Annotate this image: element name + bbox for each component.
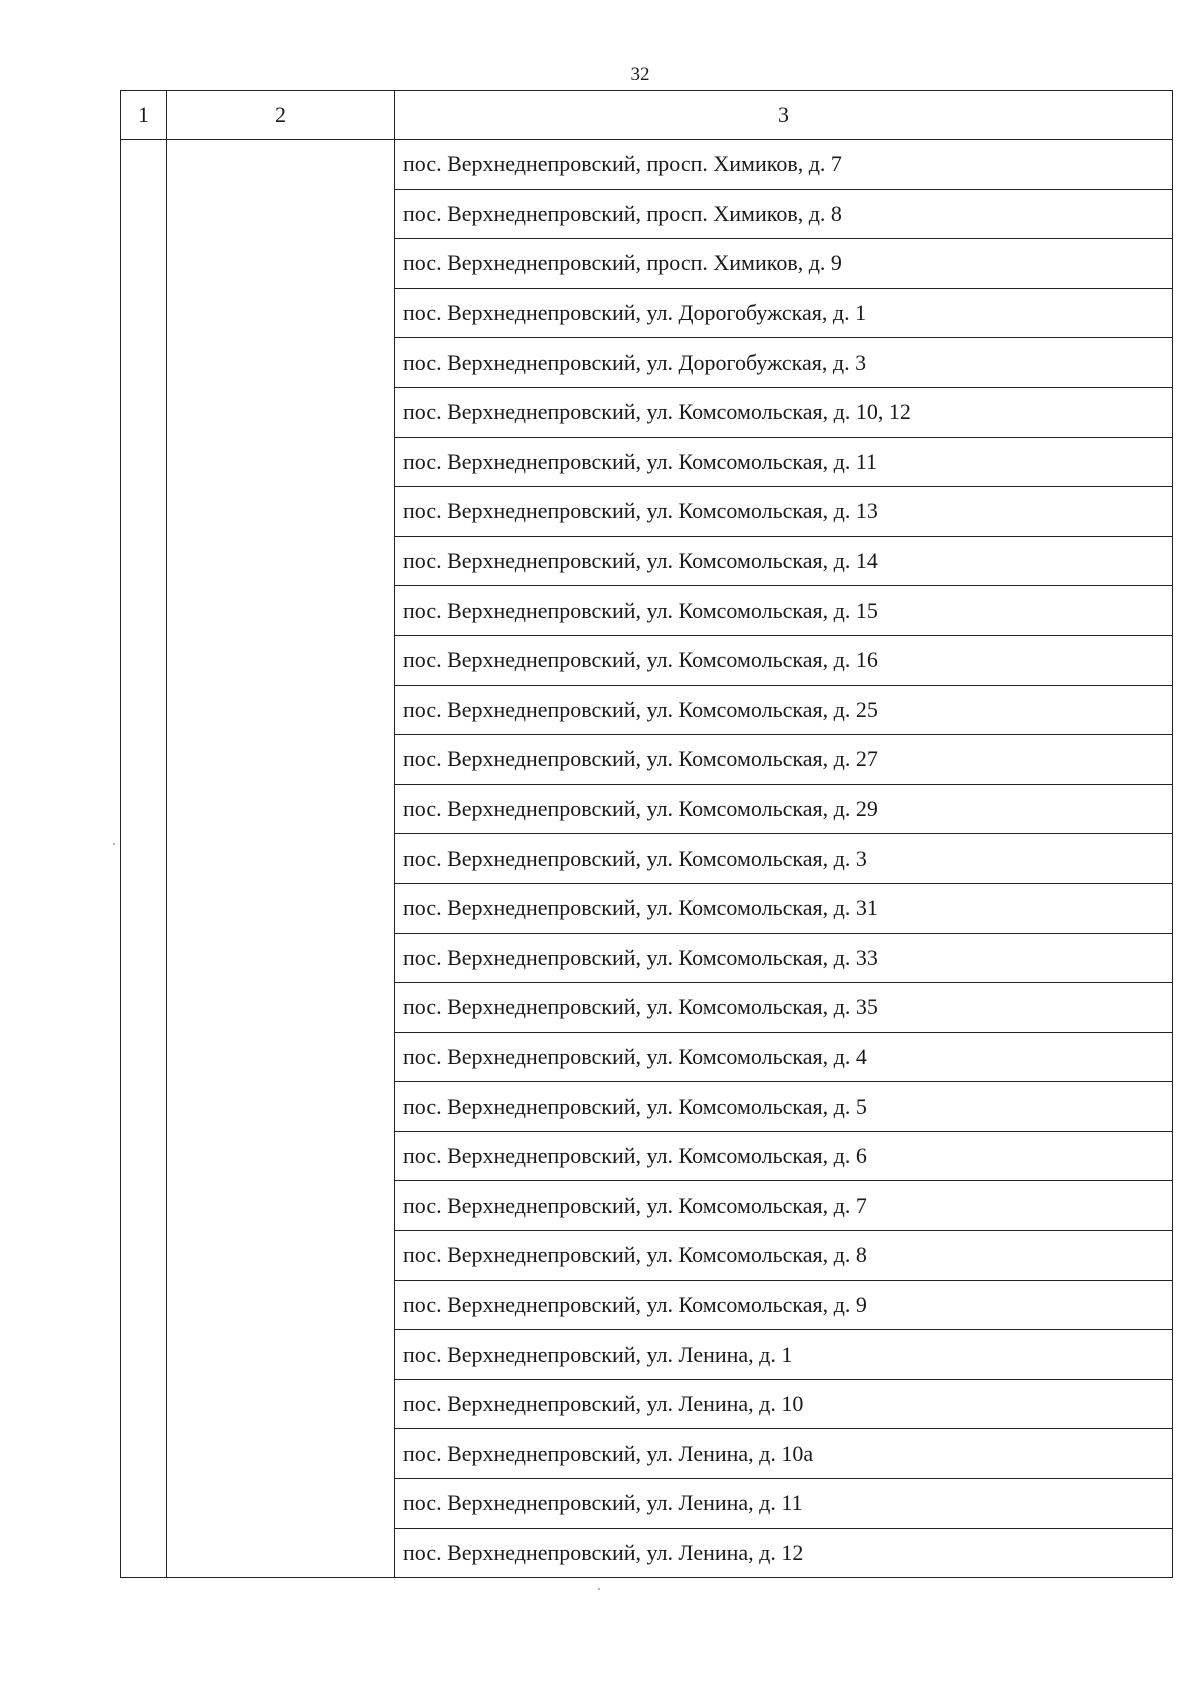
address-cell: пос. Верхнеднепровский, ул. Дорогобужская, д. 3 [395,338,1173,388]
address-cell: пос. Верхнеднепровский, ул. Ленина, д. 10а [395,1429,1173,1479]
page-number: 32 [630,64,650,85]
address-cell: пос. Верхнеднепровский, ул. Комсомольская, д. 25 [395,685,1173,735]
address-cell: пос. Верхнеднепровский, ул. Комсомольская, д. 31 [395,883,1173,933]
table-header-row [121,91,1173,140]
address-cell: пос. Верхнеднепровский, ул. Комсомольская, д. 14 [395,536,1173,586]
address-cell: пос. Верхнеднепровский, ул. Комсомольская, д. 27 [395,735,1173,785]
address-table [120,90,1173,1578]
address-cell: пос. Верхнеднепровский, ул. Комсомольская, д. 10, 12 [395,387,1173,437]
address-cell: пос. Верхнеднепровский, ул. Ленина, д. 12 [395,1528,1173,1578]
address-cell: пос. Верхнеднепровский, просп. Химиков, д. 7 [395,140,1173,190]
address-cell: пос. Верхнеднепровский, ул. Комсомольская, д. 13 [395,487,1173,537]
address-cell: пос. Верхнеднепровский, ул. Комсомольская, д. 35 [395,983,1173,1033]
address-cell: пос. Верхнеднепровский, ул. Комсомольская, д. 9 [395,1280,1173,1330]
col2-merged-cell [167,140,395,1578]
address-cell: пос. Верхнеднепровский, просп. Химиков, д. 8 [395,189,1173,239]
address-cell: пос. Верхнеднепровский, ул. Комсомольская, д. 5 [395,1082,1173,1132]
scan-speck [598,1588,600,1590]
address-cell: пос. Верхнеднепровский, ул. Комсомольская, д. 11 [395,437,1173,487]
table-row [121,140,1173,190]
header-cell-1: 1 [121,91,167,140]
address-cell: пос. Верхнеднепровский, ул. Ленина, д. 11 [395,1479,1173,1529]
header-cell-2: 2 [167,91,395,140]
address-cell: пос. Верхнеднепровский, ул. Комсомольская, д. 8 [395,1231,1173,1281]
address-cell: пос. Верхнеднепровский, ул. Комсомольская, д. 4 [395,1032,1173,1082]
address-cell: пос. Верхнеднепровский, ул. Комсомольская, д. 7 [395,1181,1173,1231]
scan-speck [113,843,115,845]
address-cell: пос. Верхнеднепровский, ул. Ленина, д. 10 [395,1379,1173,1429]
col1-merged-cell [121,140,167,1578]
address-cell: пос. Верхнеднепровский, ул. Комсомольская, д. 16 [395,635,1173,685]
address-cell: пос. Верхнеднепровский, ул. Ленина, д. 1 [395,1330,1173,1380]
address-cell: пос. Верхнеднепровский, ул. Дорогобужская, д. 1 [395,288,1173,338]
header-cell-3: 3 [395,91,1173,140]
address-cell: пос. Верхнеднепровский, просп. Химиков, д. 9 [395,239,1173,289]
address-cell: пос. Верхнеднепровский, ул. Комсомольская, д. 33 [395,933,1173,983]
address-cell: пос. Верхнеднепровский, ул. Комсомольская, д. 3 [395,834,1173,884]
address-cell: пос. Верхнеднепровский, ул. Комсомольская, д. 15 [395,586,1173,636]
address-cell: пос. Верхнеднепровский, ул. Комсомольская, д. 6 [395,1131,1173,1181]
address-cell: пос. Верхнеднепровский, ул. Комсомольская, д. 29 [395,784,1173,834]
